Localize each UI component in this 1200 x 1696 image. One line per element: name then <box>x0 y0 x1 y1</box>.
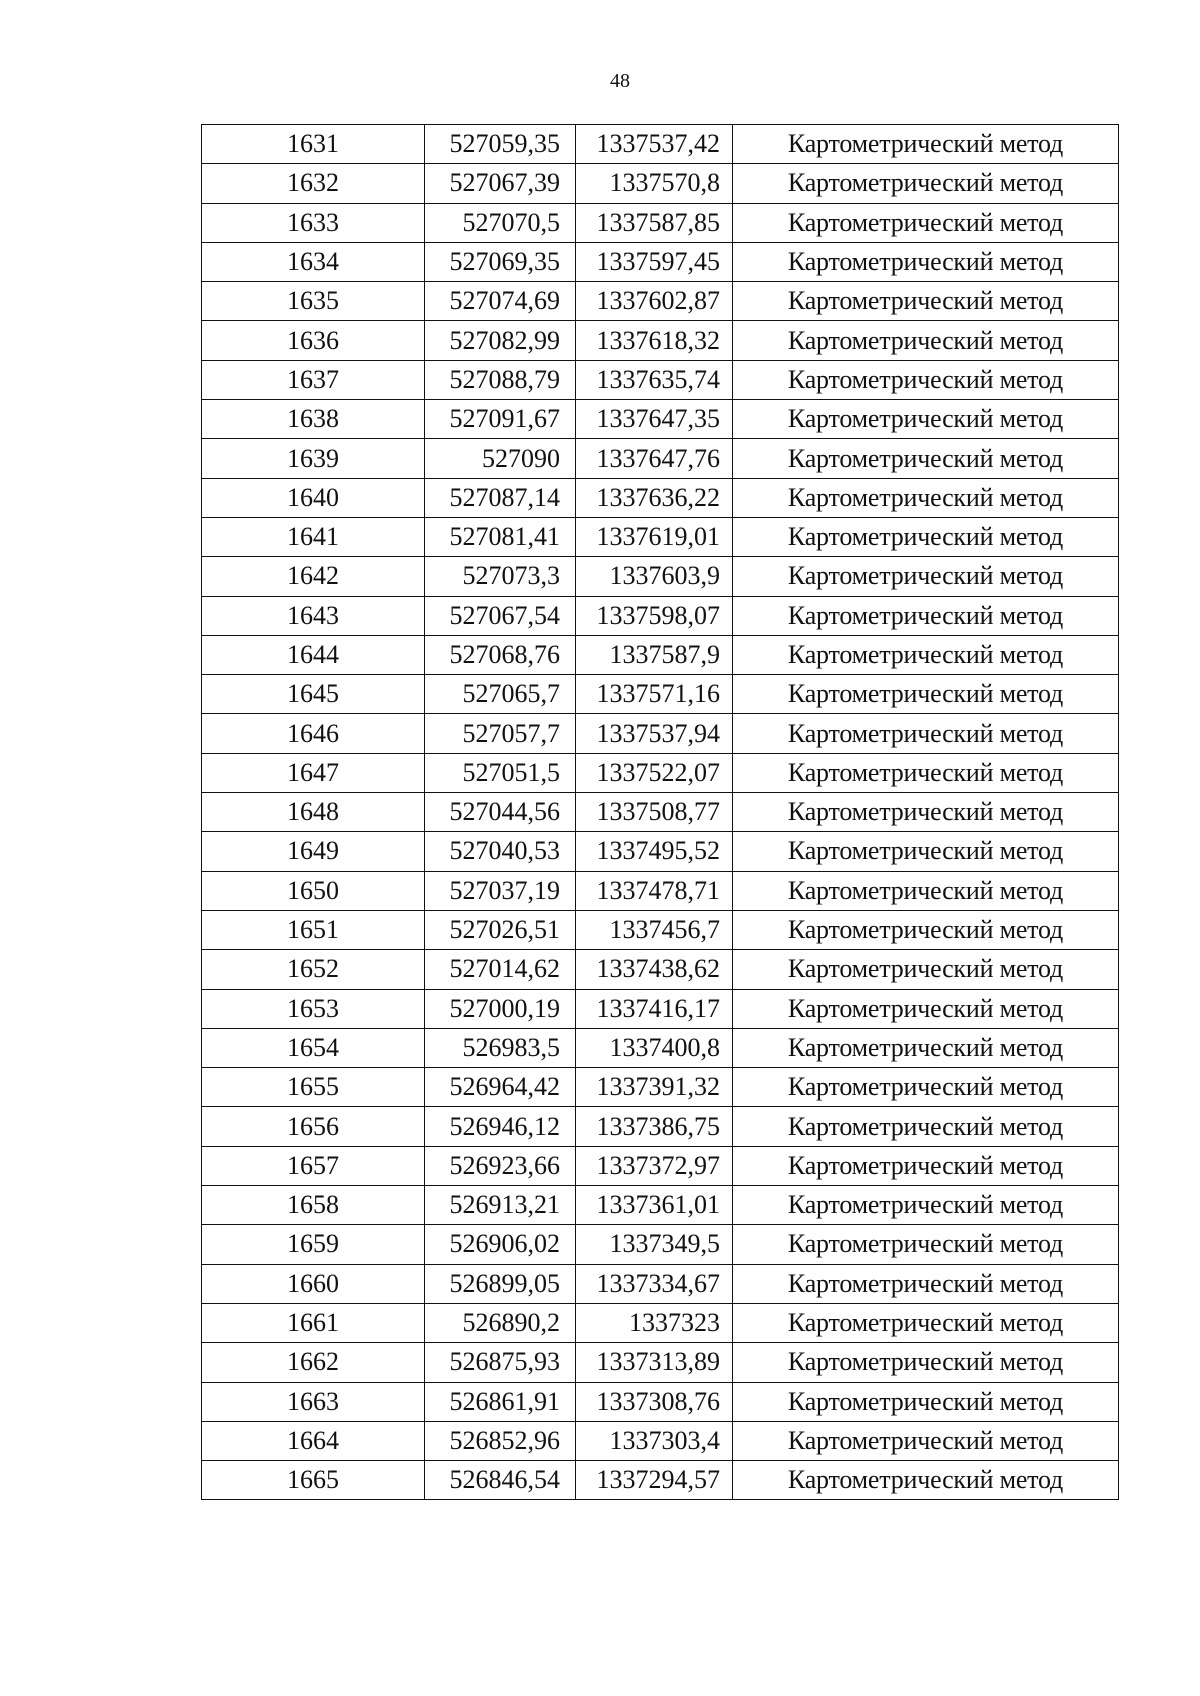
table-row <box>202 557 1119 596</box>
method-cell: Картометрический метод <box>733 1186 1119 1225</box>
method-cell: Картометрический метод <box>733 596 1119 635</box>
point-number-cell: 1636 <box>202 321 425 360</box>
method-cell: Картометрический метод <box>733 321 1119 360</box>
y-coordinate-cell: 1337334,67 <box>576 1264 733 1303</box>
coordinates-table <box>201 124 1119 1500</box>
x-coordinate-cell: 527026,51 <box>425 910 576 949</box>
x-coordinate-cell: 527067,54 <box>425 596 576 635</box>
page-number: 48 <box>610 70 630 92</box>
point-number-cell: 1638 <box>202 400 425 439</box>
x-coordinate-cell: 527014,62 <box>425 950 576 989</box>
method-cell: Картометрический метод <box>733 1068 1119 1107</box>
y-coordinate-cell: 1337308,76 <box>576 1382 733 1421</box>
method-cell: Картометрический метод <box>733 360 1119 399</box>
method-cell: Картометрический метод <box>733 1303 1119 1342</box>
method-cell: Картометрический метод <box>733 1264 1119 1303</box>
table-row <box>202 871 1119 910</box>
y-coordinate-cell: 1337313,89 <box>576 1343 733 1382</box>
y-coordinate-cell: 1337303,4 <box>576 1421 733 1460</box>
point-number-cell: 1650 <box>202 871 425 910</box>
table-row <box>202 910 1119 949</box>
y-coordinate-cell: 1337361,01 <box>576 1186 733 1225</box>
y-coordinate-cell: 1337522,07 <box>576 753 733 792</box>
y-coordinate-cell: 1337537,94 <box>576 714 733 753</box>
point-number-cell: 1662 <box>202 1343 425 1382</box>
x-coordinate-cell: 527087,14 <box>425 478 576 517</box>
table-row <box>202 1421 1119 1460</box>
method-cell: Картометрический метод <box>733 557 1119 596</box>
point-number-cell: 1652 <box>202 950 425 989</box>
point-number-cell: 1632 <box>202 164 425 203</box>
y-coordinate-cell: 1337416,17 <box>576 989 733 1028</box>
method-cell: Картометрический метод <box>733 1421 1119 1460</box>
table-row <box>202 989 1119 1028</box>
method-cell: Картометрический метод <box>733 675 1119 714</box>
point-number-cell: 1654 <box>202 1028 425 1067</box>
table-row <box>202 832 1119 871</box>
table-row <box>202 400 1119 439</box>
y-coordinate-cell: 1337647,76 <box>576 439 733 478</box>
point-number-cell: 1646 <box>202 714 425 753</box>
table-row <box>202 753 1119 792</box>
x-coordinate-cell: 527082,99 <box>425 321 576 360</box>
table-row <box>202 282 1119 321</box>
table-row <box>202 242 1119 281</box>
point-number-cell: 1642 <box>202 557 425 596</box>
y-coordinate-cell: 1337400,8 <box>576 1028 733 1067</box>
y-coordinate-cell: 1337456,7 <box>576 910 733 949</box>
y-coordinate-cell: 1337386,75 <box>576 1107 733 1146</box>
x-coordinate-cell: 526946,12 <box>425 1107 576 1146</box>
y-coordinate-cell: 1337372,97 <box>576 1146 733 1185</box>
y-coordinate-cell: 1337508,77 <box>576 793 733 832</box>
method-cell: Картометрический метод <box>733 832 1119 871</box>
point-number-cell: 1661 <box>202 1303 425 1342</box>
x-coordinate-cell: 526964,42 <box>425 1068 576 1107</box>
y-coordinate-cell: 1337598,07 <box>576 596 733 635</box>
y-coordinate-cell: 1337603,9 <box>576 557 733 596</box>
point-number-cell: 1644 <box>202 635 425 674</box>
x-coordinate-cell: 527059,35 <box>425 125 576 164</box>
x-coordinate-cell: 527088,79 <box>425 360 576 399</box>
point-number-cell: 1656 <box>202 1107 425 1146</box>
x-coordinate-cell: 526861,91 <box>425 1382 576 1421</box>
table-row <box>202 164 1119 203</box>
x-coordinate-cell: 526923,66 <box>425 1146 576 1185</box>
table-row <box>202 125 1119 164</box>
point-number-cell: 1649 <box>202 832 425 871</box>
y-coordinate-cell: 1337391,32 <box>576 1068 733 1107</box>
point-number-cell: 1664 <box>202 1421 425 1460</box>
point-number-cell: 1631 <box>202 125 425 164</box>
point-number-cell: 1653 <box>202 989 425 1028</box>
x-coordinate-cell: 526899,05 <box>425 1264 576 1303</box>
y-coordinate-cell: 1337635,74 <box>576 360 733 399</box>
method-cell: Картометрический метод <box>733 910 1119 949</box>
y-coordinate-cell: 1337570,8 <box>576 164 733 203</box>
method-cell: Картометрический метод <box>733 164 1119 203</box>
x-coordinate-cell: 526983,5 <box>425 1028 576 1067</box>
y-coordinate-cell: 1337294,57 <box>576 1461 733 1500</box>
point-number-cell: 1637 <box>202 360 425 399</box>
coordinates-table-body <box>202 125 1119 1500</box>
x-coordinate-cell: 526906,02 <box>425 1225 576 1264</box>
x-coordinate-cell: 527091,67 <box>425 400 576 439</box>
table-row <box>202 1225 1119 1264</box>
method-cell: Картометрический метод <box>733 1461 1119 1500</box>
table-row <box>202 1146 1119 1185</box>
method-cell: Картометрический метод <box>733 439 1119 478</box>
table-row <box>202 203 1119 242</box>
y-coordinate-cell: 1337618,32 <box>576 321 733 360</box>
point-number-cell: 1659 <box>202 1225 425 1264</box>
y-coordinate-cell: 1337587,85 <box>576 203 733 242</box>
method-cell: Картометрический метод <box>733 125 1119 164</box>
method-cell: Картометрический метод <box>733 517 1119 556</box>
point-number-cell: 1645 <box>202 675 425 714</box>
x-coordinate-cell: 527067,39 <box>425 164 576 203</box>
point-number-cell: 1633 <box>202 203 425 242</box>
point-number-cell: 1639 <box>202 439 425 478</box>
method-cell: Картометрический метод <box>733 1028 1119 1067</box>
table-row <box>202 1264 1119 1303</box>
x-coordinate-cell: 527068,76 <box>425 635 576 674</box>
x-coordinate-cell: 526913,21 <box>425 1186 576 1225</box>
x-coordinate-cell: 527074,69 <box>425 282 576 321</box>
table-row <box>202 1186 1119 1225</box>
table-row <box>202 1028 1119 1067</box>
x-coordinate-cell: 527065,7 <box>425 675 576 714</box>
point-number-cell: 1658 <box>202 1186 425 1225</box>
method-cell: Картометрический метод <box>733 989 1119 1028</box>
x-coordinate-cell: 527037,19 <box>425 871 576 910</box>
table-row <box>202 950 1119 989</box>
point-number-cell: 1657 <box>202 1146 425 1185</box>
table-row <box>202 596 1119 635</box>
x-coordinate-cell: 526875,93 <box>425 1343 576 1382</box>
y-coordinate-cell: 1337323 <box>576 1303 733 1342</box>
x-coordinate-cell: 527069,35 <box>425 242 576 281</box>
x-coordinate-cell: 526846,54 <box>425 1461 576 1500</box>
point-number-cell: 1663 <box>202 1382 425 1421</box>
y-coordinate-cell: 1337602,87 <box>576 282 733 321</box>
method-cell: Картометрический метод <box>733 635 1119 674</box>
table-row <box>202 1461 1119 1500</box>
method-cell: Картометрический метод <box>733 1107 1119 1146</box>
x-coordinate-cell: 527051,5 <box>425 753 576 792</box>
method-cell: Картометрический метод <box>733 203 1119 242</box>
x-coordinate-cell: 527040,53 <box>425 832 576 871</box>
y-coordinate-cell: 1337571,16 <box>576 675 733 714</box>
x-coordinate-cell: 526890,2 <box>425 1303 576 1342</box>
method-cell: Картометрический метод <box>733 950 1119 989</box>
table-row <box>202 675 1119 714</box>
point-number-cell: 1634 <box>202 242 425 281</box>
y-coordinate-cell: 1337647,35 <box>576 400 733 439</box>
x-coordinate-cell: 527044,56 <box>425 793 576 832</box>
y-coordinate-cell: 1337636,22 <box>576 478 733 517</box>
point-number-cell: 1640 <box>202 478 425 517</box>
y-coordinate-cell: 1337537,42 <box>576 125 733 164</box>
y-coordinate-cell: 1337349,5 <box>576 1225 733 1264</box>
table-row <box>202 517 1119 556</box>
x-coordinate-cell: 527090 <box>425 439 576 478</box>
table-row <box>202 478 1119 517</box>
table-row <box>202 1107 1119 1146</box>
method-cell: Картометрический метод <box>733 1146 1119 1185</box>
method-cell: Картометрический метод <box>733 714 1119 753</box>
table-row <box>202 1303 1119 1342</box>
method-cell: Картометрический метод <box>733 753 1119 792</box>
method-cell: Картометрический метод <box>733 478 1119 517</box>
table-row <box>202 1382 1119 1421</box>
y-coordinate-cell: 1337495,52 <box>576 832 733 871</box>
table-row <box>202 1068 1119 1107</box>
y-coordinate-cell: 1337438,62 <box>576 950 733 989</box>
y-coordinate-cell: 1337597,45 <box>576 242 733 281</box>
table-row <box>202 635 1119 674</box>
method-cell: Картометрический метод <box>733 871 1119 910</box>
x-coordinate-cell: 527081,41 <box>425 517 576 556</box>
point-number-cell: 1647 <box>202 753 425 792</box>
table-row <box>202 714 1119 753</box>
table-row <box>202 1343 1119 1382</box>
table-row <box>202 360 1119 399</box>
point-number-cell: 1641 <box>202 517 425 556</box>
point-number-cell: 1660 <box>202 1264 425 1303</box>
table-row <box>202 321 1119 360</box>
x-coordinate-cell: 526852,96 <box>425 1421 576 1460</box>
method-cell: Картометрический метод <box>733 1343 1119 1382</box>
table-row <box>202 793 1119 832</box>
y-coordinate-cell: 1337619,01 <box>576 517 733 556</box>
x-coordinate-cell: 527070,5 <box>425 203 576 242</box>
x-coordinate-cell: 527057,7 <box>425 714 576 753</box>
x-coordinate-cell: 527073,3 <box>425 557 576 596</box>
x-coordinate-cell: 527000,19 <box>425 989 576 1028</box>
method-cell: Картометрический метод <box>733 1382 1119 1421</box>
point-number-cell: 1651 <box>202 910 425 949</box>
point-number-cell: 1665 <box>202 1461 425 1500</box>
point-number-cell: 1655 <box>202 1068 425 1107</box>
method-cell: Картометрический метод <box>733 242 1119 281</box>
method-cell: Картометрический метод <box>733 1225 1119 1264</box>
table-row <box>202 439 1119 478</box>
point-number-cell: 1643 <box>202 596 425 635</box>
point-number-cell: 1635 <box>202 282 425 321</box>
y-coordinate-cell: 1337587,9 <box>576 635 733 674</box>
point-number-cell: 1648 <box>202 793 425 832</box>
method-cell: Картометрический метод <box>733 400 1119 439</box>
y-coordinate-cell: 1337478,71 <box>576 871 733 910</box>
method-cell: Картометрический метод <box>733 282 1119 321</box>
method-cell: Картометрический метод <box>733 793 1119 832</box>
